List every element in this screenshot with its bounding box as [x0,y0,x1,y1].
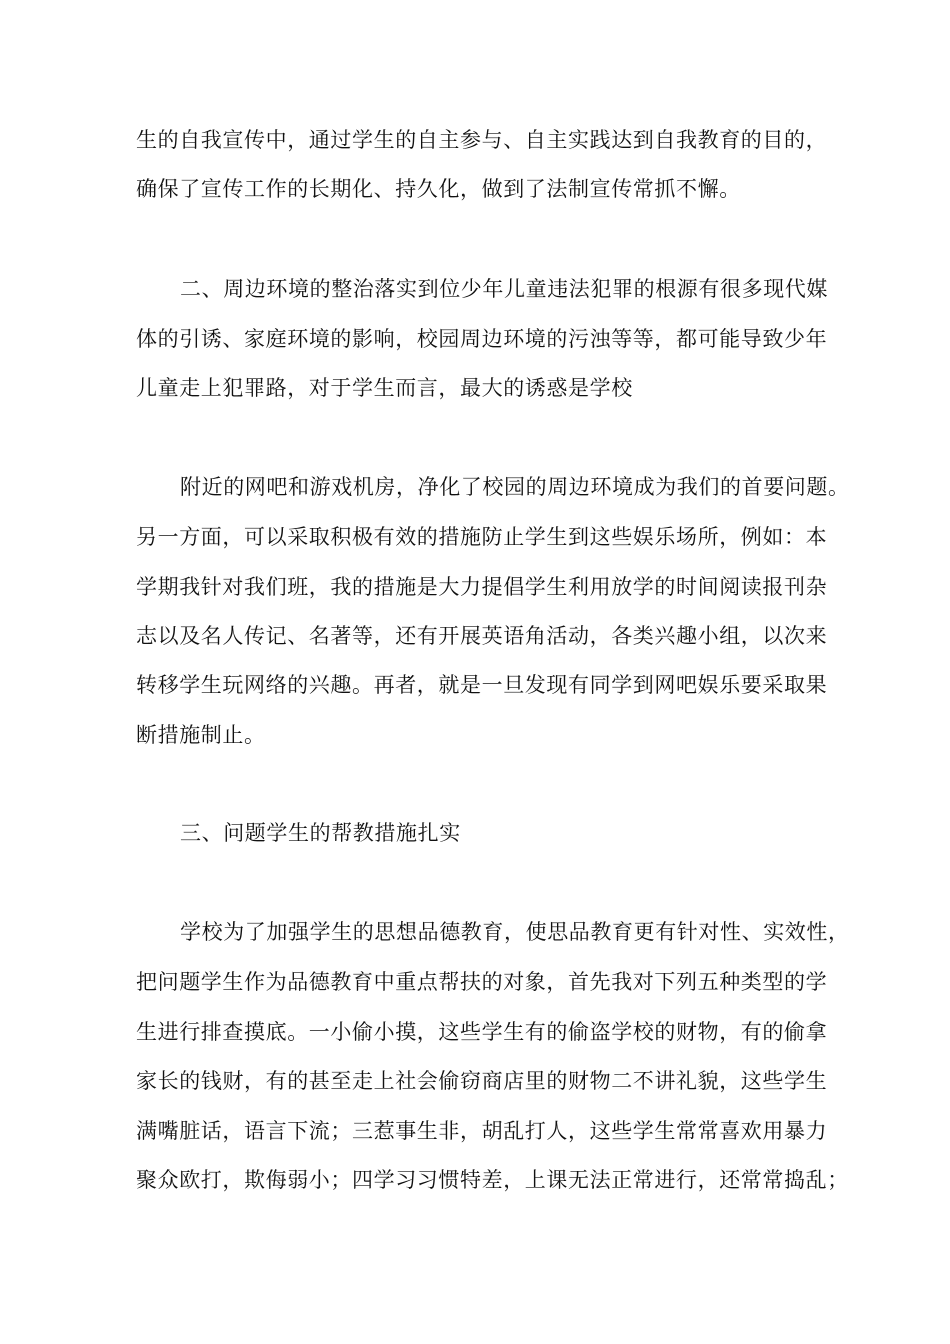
text-line: 另一方面，可以采取积极有效的措施防止学生到这些娱乐场所，例如：本 [136,525,828,549]
text-line: 把问题学生作为品德教育中重点帮扶的对象，首先我对下列五种类型的学 [136,970,828,994]
text-line: 断措施制止。 [136,723,266,747]
text-line: 聚众欧打，欺侮弱小；四学习习惯特差，上课无法正常进行，还常常捣乱； [136,1168,849,1192]
text-line: 生进行排查摸底。一小偷小摸，这些学生有的偷盗学校的财物，有的偷拿 [136,1020,828,1044]
text-line: 附近的网吧和游戏机房，净化了校园的周边环境成为我们的首要问题。 [180,475,850,499]
text-line: 儿童走上犯罪路，对于学生而言，最大的诱惑是学校 [136,376,633,400]
text-line: 志以及名人传记、名著等，还有开展英语角活动，各类兴趣小组，以次来 [136,624,828,648]
text-line: 体的引诱、家庭环境的影响，校园周边环境的污浊等等，都可能导致少年 [136,327,828,351]
text-line: 转移学生玩网络的兴趣。再者，就是一旦发现有同学到网吧娱乐要采取果 [136,673,828,697]
text-line: 生的自我宣传中，通过学生的自主参与、自主实践达到自我教育的目的， [136,128,828,152]
text-line: 确保了宣传工作的长期化、持久化，做到了法制宣传常抓不懈。 [136,177,741,201]
text-line: 学期我针对我们班，我的措施是大力提倡学生利用放学的时间阅读报刊杂 [136,575,828,599]
text-line: 学校为了加强学生的思想品德教育，使思品教育更有针对性、实效性， [180,920,850,944]
text-line: 家长的钱财，有的甚至走上社会偷窃商店里的财物二不讲礼貌，这些学生 [136,1069,828,1093]
section-heading: 三、问题学生的帮教措施扎实 [180,821,461,845]
section-heading-line: 二、周边环境的整治落实到位少年儿童违法犯罪的根源有很多现代媒 [180,277,828,301]
text-line: 满嘴脏话，语言下流；三惹事生非，胡乱打人，这些学生常常喜欢用暴力 [136,1119,828,1143]
